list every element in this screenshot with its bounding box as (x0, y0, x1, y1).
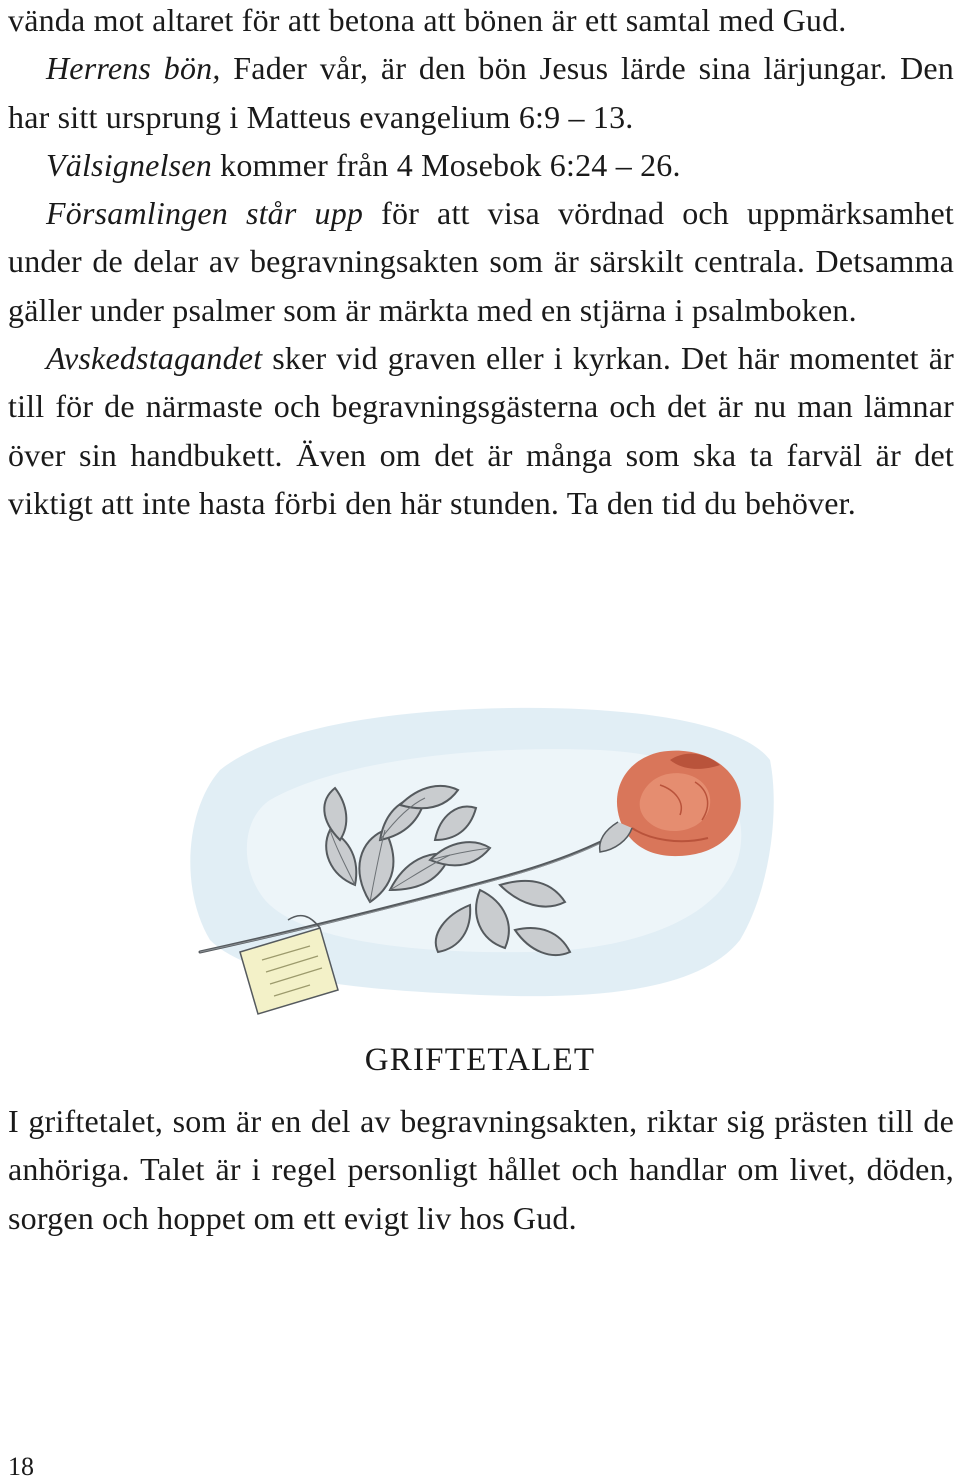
paragraph-text: för att visa vördnad och uppmärksamhet under de delar av begravningsakten som är särskilt centrala. Detsamma gäller under psalmer som är märkta med en stjärna i psalmboken. (8, 195, 954, 328)
page-number: 18 (8, 1452, 34, 1481)
paragraph-text: Fader vår, är den bön Jesus lärde sina lärjungar. Den har sitt ursprung i Matteus evangelium 6:9 – 13. (8, 50, 954, 135)
paragraph-avskedstagandet (8, 334, 954, 527)
section-heading: GRIFTETALET (364, 1042, 596, 1078)
paragraph-griftetalet: I griftetalet, som är en del av begravningsakten, riktar sig prästen till de anhöriga. Talet är i regel personligt hållet och handlar om livet, döden, sorgen och hoppet om ett evigt liv hos Gud. (8, 1103, 954, 1236)
paragraph-text: vända mot altaret för att betona att bönen är ett samtal med Gud. (8, 2, 847, 38)
body-text-top (8, 0, 954, 527)
paragraph-continuation (8, 0, 954, 44)
paragraph-valsignelsen (8, 141, 954, 189)
paragraph-lead-term: Herrens bön, (46, 50, 221, 87)
paragraph-lead-term: Välsignelsen (46, 146, 212, 183)
body-text-bottom (8, 1097, 954, 1242)
paragraph-lead-term: Avskedstagandet (46, 340, 263, 377)
paragraph-text: sker vid graven eller i kyrkan. Det här momentet är till för de närmaste och begravningsgästerna och det är nu man lämnar över sin handbukett. Även om det är många som ska ta farväl är det viktigt att inte hasta förbi den här stunden. Ta den tid du behöver. (8, 340, 954, 521)
rose-with-card-illustration (180, 690, 780, 1020)
paragraph-herrens-bon (8, 44, 954, 141)
paragraph-text: kommer från 4 Mosebok 6:24 – 26. (211, 146, 681, 183)
paragraph-forsamlingen (8, 189, 954, 334)
paragraph-lead-term: Församlingen står upp (46, 195, 364, 232)
